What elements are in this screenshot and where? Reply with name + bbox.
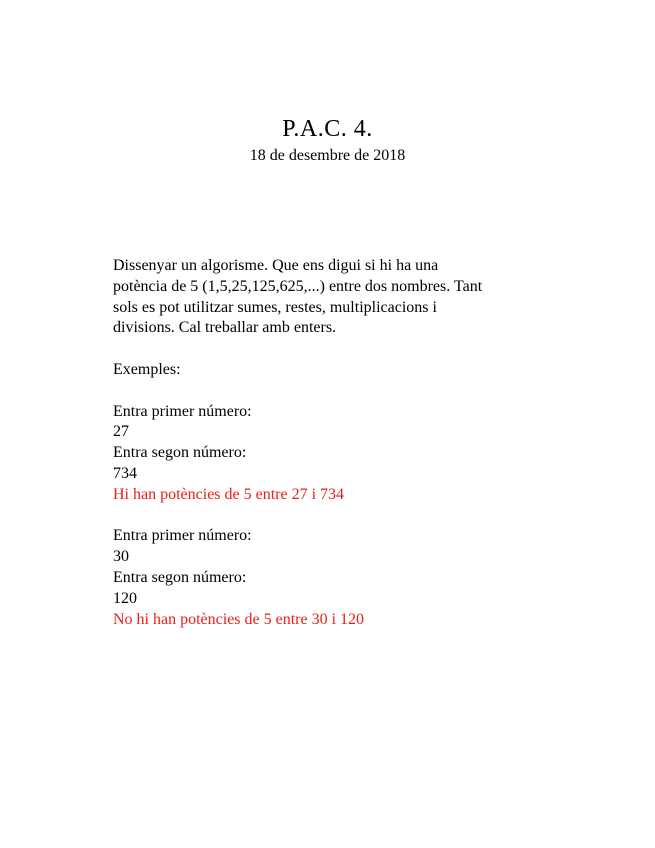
intro-line: sols es pot utilitzar sumes, restes, multiplicacions i xyxy=(113,298,437,316)
paragraph-spacer xyxy=(113,381,553,402)
example-result: Hi han potències de 5 entre 27 i 734 xyxy=(113,485,345,503)
document-title: P.A.C. 4. xyxy=(282,116,373,142)
example-block-2 xyxy=(113,526,553,630)
paragraph-spacer xyxy=(113,506,553,527)
example-first-value: 30 xyxy=(113,548,129,566)
example-prompt-first: Entra primer número: xyxy=(113,527,252,545)
example-prompt-second: Entra segon número: xyxy=(113,568,247,586)
intro-paragraph xyxy=(113,256,553,339)
examples-heading: Exemples: xyxy=(113,360,181,378)
document-date: 18 de desembre de 2018 xyxy=(249,147,406,164)
example-block-1 xyxy=(113,402,553,506)
example-prompt-second: Entra segon número: xyxy=(113,444,247,462)
example-second-value: 734 xyxy=(113,464,137,482)
document-body xyxy=(113,256,553,630)
example-first-value: 27 xyxy=(113,423,129,441)
paragraph-spacer xyxy=(113,339,553,360)
intro-line: Dissenyar un algorisme. Que ens digui si hi ha una xyxy=(113,257,439,274)
intro-line: divisions. Cal treballar amb enters. xyxy=(113,319,337,337)
example-result: No hi han potències de 5 entre 30 i 120 xyxy=(113,610,365,628)
intro-line: potència de 5 (1,5,25,125,625,...) entre dos nombres. Tant xyxy=(113,277,483,295)
example-second-value: 120 xyxy=(113,589,137,607)
example-prompt-first: Entra primer número: xyxy=(113,402,252,420)
